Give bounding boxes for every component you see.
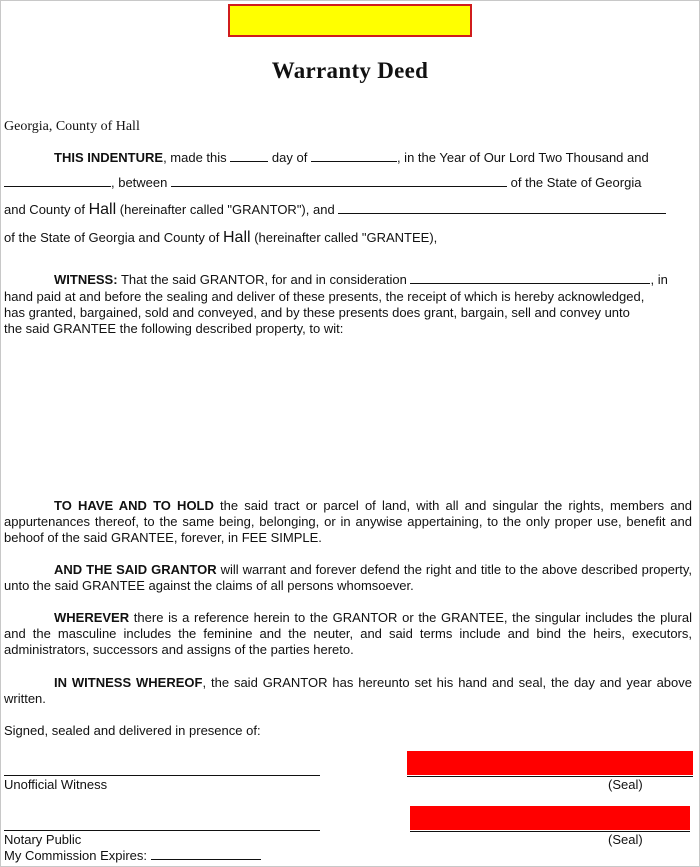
day-blank[interactable] xyxy=(230,150,268,162)
in-witness-lead: IN WITNESS WHEREOF xyxy=(54,675,203,690)
indenture-text-6b: (hereinafter called "GRANTOR"), and xyxy=(119,202,335,217)
wherever-lead: WHEREVER xyxy=(54,610,130,625)
county-name: Hall xyxy=(88,201,117,218)
grantor-signature-line-1[interactable] xyxy=(407,776,693,777)
location-line: Georgia, County of Hall xyxy=(4,119,140,134)
habendum-paragraph xyxy=(4,498,692,546)
commission-line xyxy=(4,848,261,864)
county-name-2: Hall xyxy=(223,229,251,246)
year-blank[interactable] xyxy=(4,175,111,187)
warranty-text: will warrant and forever defend the right and title to the above described property, unto the said GRANTEE against the claims of all persons whomsoever. xyxy=(4,562,692,593)
witness-line-3: has granted, bargained, sold and conveyed, and by these presents does grant, bargain, sell and convey unto xyxy=(4,305,630,320)
witness-line-2: hand paid at and before the sealing and deliver of these presents, the receipt of which is hereby acknowledged, xyxy=(4,289,645,304)
commission-label: My Commission Expires: xyxy=(4,848,148,863)
month-blank[interactable] xyxy=(311,150,397,162)
habendum-text: the said tract or parcel of land, with all and singular the rights, members and appurtenances thereof, to the same being, belonging, or in anywise appertaining, to the only proper use, benefit and behoof of the said GRANTEE, forever, in FEE SIMPLE. xyxy=(4,498,692,545)
in-witness-paragraph xyxy=(4,675,692,707)
warranty-paragraph xyxy=(4,562,692,594)
indenture-text-5: of the State of Georgia xyxy=(510,175,642,190)
commission-expiry-blank[interactable] xyxy=(151,848,261,860)
notary-signature-line[interactable] xyxy=(4,830,320,831)
seal-label-1: (Seal) xyxy=(608,777,643,792)
indenture-line-3 xyxy=(4,202,666,218)
indenture-line-2 xyxy=(4,175,641,191)
witness-line-4: the said GRANTEE the following described property, to wit: xyxy=(4,321,344,336)
indenture-line-4 xyxy=(4,230,437,246)
wherever-paragraph xyxy=(4,610,692,658)
witness-text-2: , in xyxy=(650,272,668,287)
witness-lead: WITNESS: xyxy=(54,272,118,287)
signed-line: Signed, sealed and delivered in presence of: xyxy=(4,723,261,738)
habendum-lead: TO HAVE AND TO HOLD xyxy=(54,498,214,513)
witness-label: Unofficial Witness xyxy=(4,777,108,792)
witness-signature-line[interactable] xyxy=(4,775,320,776)
warranty-lead: AND THE SAID GRANTOR xyxy=(54,562,217,577)
redacted-signature-1 xyxy=(407,751,693,775)
highlight-box xyxy=(228,4,472,37)
grantor-signature-line-2[interactable] xyxy=(410,831,690,832)
consideration-blank[interactable] xyxy=(410,272,650,284)
seal-label-2: (Seal) xyxy=(608,832,643,847)
indenture-line-1 xyxy=(54,150,649,166)
document-title: Warranty Deed xyxy=(271,58,429,83)
indenture-text-7b: (hereinafter called "GRANTEE), xyxy=(254,230,438,245)
indenture-lead: THIS INDENTURE xyxy=(54,150,164,165)
redacted-signature-2 xyxy=(410,806,690,830)
indenture-text-6a: and County of xyxy=(4,202,85,217)
indenture-text-4: , between xyxy=(111,175,168,190)
grantee-name-blank[interactable] xyxy=(338,202,666,214)
grantor-name-blank[interactable] xyxy=(171,175,507,187)
witness-text-1: That the said GRANTOR, for and in consideration xyxy=(120,272,407,287)
witness-line-1 xyxy=(54,272,668,288)
in-witness-text: , the said GRANTOR has hereunto set his hand and seal, the day and year above written. xyxy=(4,675,692,706)
indenture-text-2: day of xyxy=(271,150,308,165)
indenture-text-7a: of the State of Georgia and County of xyxy=(4,230,220,245)
notary-label: Notary Public xyxy=(4,832,82,847)
indenture-text-1: , made this xyxy=(163,150,227,165)
wherever-text: there is a reference herein to the GRANTOR or the GRANTEE, the singular includes the plural and the masculine includes the feminine and the neuter, and said terms include and bind the heirs, executors, administrators, successors and assigns of the parties hereto. xyxy=(4,610,692,657)
indenture-text-3: , in the Year of Our Lord Two Thousand and xyxy=(396,150,649,165)
